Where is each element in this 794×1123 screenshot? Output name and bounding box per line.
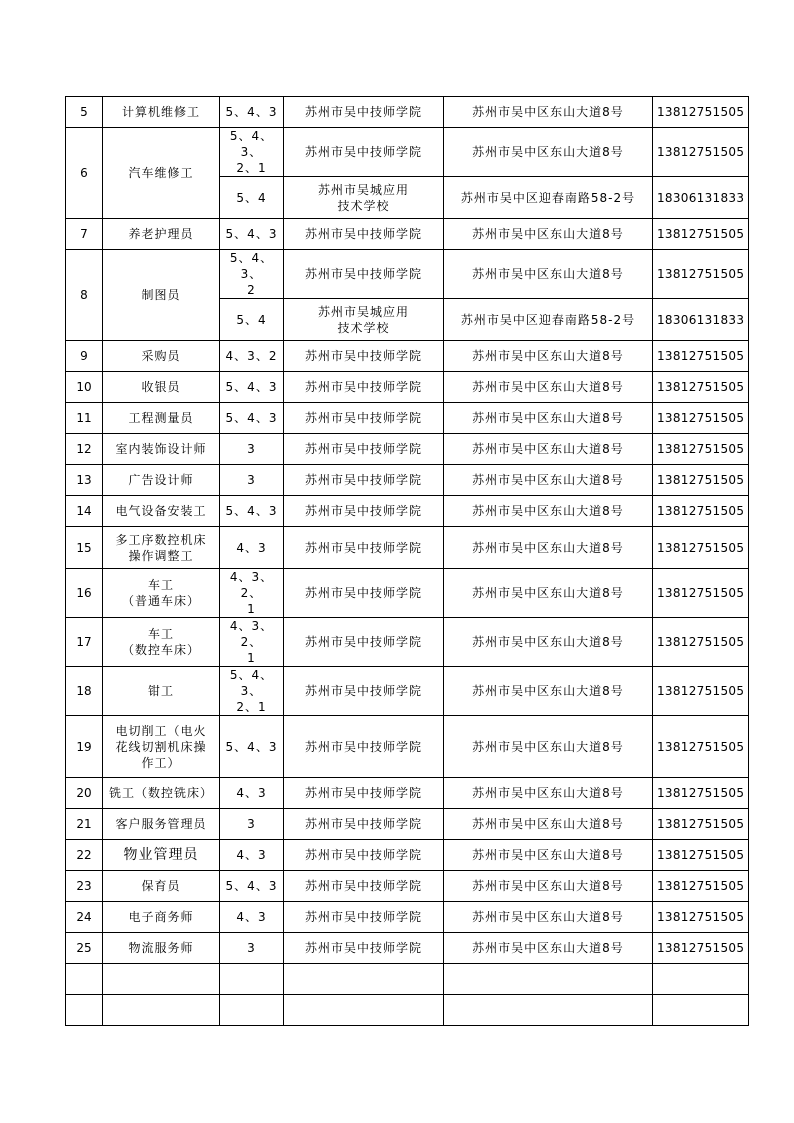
phone: 18306131833 <box>653 299 749 341</box>
levels: 3 <box>220 809 284 840</box>
job-title: 收银员 <box>103 372 220 403</box>
row-number: 23 <box>66 871 103 902</box>
row-number: 6 <box>66 128 103 219</box>
table-row <box>66 465 749 496</box>
address: 苏州市吴中区东山大道8号 <box>444 618 653 667</box>
school-name: 苏州市吴中技师学院 <box>284 840 444 871</box>
levels: 5、4 <box>220 177 284 219</box>
row-number: 9 <box>66 341 103 372</box>
table-row <box>66 902 749 933</box>
row-number: 10 <box>66 372 103 403</box>
table-row <box>66 372 749 403</box>
phone: 13812751505 <box>653 716 749 778</box>
school-name: 苏州市吴中技师学院 <box>284 667 444 716</box>
address: 苏州市吴中区东山大道8号 <box>444 716 653 778</box>
address: 苏州市吴中区东山大道8号 <box>444 569 653 618</box>
address: 苏州市吴中区东山大道8号 <box>444 219 653 250</box>
job-title: 铣工（数控铣床） <box>103 778 220 809</box>
row-number: 24 <box>66 902 103 933</box>
levels: 5、4、3 <box>220 716 284 778</box>
address: 苏州市吴中区迎春南路58-2号 <box>444 177 653 219</box>
levels: 3 <box>220 465 284 496</box>
job-title: 采购员 <box>103 341 220 372</box>
phone: 13812751505 <box>653 465 749 496</box>
address: 苏州市吴中区东山大道8号 <box>444 341 653 372</box>
school-name: 苏州市吴中技师学院 <box>284 128 444 177</box>
levels: 3 <box>220 434 284 465</box>
row-number: 5 <box>66 97 103 128</box>
job-title: 客户服务管理员 <box>103 809 220 840</box>
row-number: 13 <box>66 465 103 496</box>
row-number: 19 <box>66 716 103 778</box>
job-title: 养老护理员 <box>103 219 220 250</box>
levels: 5、4 <box>220 299 284 341</box>
school-name <box>284 964 444 995</box>
table-row <box>66 97 749 128</box>
phone <box>653 964 749 995</box>
phone: 13812751505 <box>653 403 749 434</box>
row-number: 14 <box>66 496 103 527</box>
job-title: 工程测量员 <box>103 403 220 434</box>
address: 苏州市吴中区东山大道8号 <box>444 667 653 716</box>
phone: 13812751505 <box>653 618 749 667</box>
address: 苏州市吴中区迎春南路58-2号 <box>444 299 653 341</box>
school-name: 苏州市吴中技师学院 <box>284 618 444 667</box>
job-title: 电子商务师 <box>103 902 220 933</box>
job-title <box>103 964 220 995</box>
table-row <box>66 341 749 372</box>
phone: 13812751505 <box>653 569 749 618</box>
address <box>444 995 653 1026</box>
levels: 5、4、3 <box>220 372 284 403</box>
phone: 13812751505 <box>653 933 749 964</box>
phone: 13812751505 <box>653 434 749 465</box>
phone: 13812751505 <box>653 250 749 299</box>
address: 苏州市吴中区东山大道8号 <box>444 250 653 299</box>
job-title: 电气设备安装工 <box>103 496 220 527</box>
row-number: 11 <box>66 403 103 434</box>
school-name: 苏州市吴中技师学院 <box>284 778 444 809</box>
job-title: 物业管理员 <box>103 840 220 871</box>
levels <box>220 995 284 1026</box>
table-row <box>66 840 749 871</box>
levels: 3 <box>220 933 284 964</box>
phone: 13812751505 <box>653 840 749 871</box>
job-title: 室内装饰设计师 <box>103 434 220 465</box>
table-row <box>66 403 749 434</box>
phone: 13812751505 <box>653 809 749 840</box>
phone: 13812751505 <box>653 902 749 933</box>
table-row <box>66 778 749 809</box>
address: 苏州市吴中区东山大道8号 <box>444 527 653 569</box>
address: 苏州市吴中区东山大道8号 <box>444 933 653 964</box>
levels: 4、3、2、 1 <box>220 618 284 667</box>
row-number: 8 <box>66 250 103 341</box>
row-number <box>66 964 103 995</box>
school-name: 苏州市吴中技师学院 <box>284 871 444 902</box>
job-title: 物流服务师 <box>103 933 220 964</box>
address: 苏州市吴中区东山大道8号 <box>444 902 653 933</box>
table-row <box>66 219 749 250</box>
table-row <box>66 496 749 527</box>
address: 苏州市吴中区东山大道8号 <box>444 465 653 496</box>
school-name: 苏州市吴中技师学院 <box>284 569 444 618</box>
school-name: 苏州市吴中技师学院 <box>284 716 444 778</box>
levels: 4、3 <box>220 527 284 569</box>
job-title: 计算机维修工 <box>103 97 220 128</box>
levels: 5、4、3、 2 <box>220 250 284 299</box>
school-name: 苏州市吴中技师学院 <box>284 434 444 465</box>
phone: 13812751505 <box>653 219 749 250</box>
training-institution-table <box>65 96 749 1026</box>
table-row <box>66 434 749 465</box>
table-row <box>66 569 749 618</box>
row-number: 12 <box>66 434 103 465</box>
job-title: 制图员 <box>103 250 220 341</box>
levels: 4、3 <box>220 902 284 933</box>
job-title: 车工 （普通车床） <box>103 569 220 618</box>
address: 苏州市吴中区东山大道8号 <box>444 871 653 902</box>
school-name: 苏州市吴中技师学院 <box>284 933 444 964</box>
row-number: 16 <box>66 569 103 618</box>
levels: 4、3 <box>220 840 284 871</box>
row-number: 21 <box>66 809 103 840</box>
row-number: 18 <box>66 667 103 716</box>
table-row <box>66 809 749 840</box>
row-number: 25 <box>66 933 103 964</box>
phone: 13812751505 <box>653 97 749 128</box>
phone <box>653 995 749 1026</box>
levels: 5、4、3 <box>220 219 284 250</box>
levels <box>220 964 284 995</box>
table-row <box>66 250 749 299</box>
levels: 4、3、2、 1 <box>220 569 284 618</box>
school-name: 苏州市吴中技师学院 <box>284 809 444 840</box>
school-name: 苏州市吴中技师学院 <box>284 372 444 403</box>
levels: 5、4、3 <box>220 97 284 128</box>
address: 苏州市吴中区东山大道8号 <box>444 809 653 840</box>
levels: 5、4、3 <box>220 496 284 527</box>
address: 苏州市吴中区东山大道8号 <box>444 403 653 434</box>
row-number <box>66 995 103 1026</box>
address: 苏州市吴中区东山大道8号 <box>444 434 653 465</box>
job-title <box>103 995 220 1026</box>
table-row <box>66 716 749 778</box>
job-title: 保育员 <box>103 871 220 902</box>
table-row <box>66 871 749 902</box>
school-name: 苏州市吴中技师学院 <box>284 527 444 569</box>
table-row <box>66 933 749 964</box>
row-number: 22 <box>66 840 103 871</box>
school-name: 苏州市吴城应用 技术学校 <box>284 177 444 219</box>
levels: 4、3、2 <box>220 341 284 372</box>
table-row <box>66 527 749 569</box>
school-name: 苏州市吴中技师学院 <box>284 97 444 128</box>
table-row <box>66 128 749 177</box>
row-number: 7 <box>66 219 103 250</box>
phone: 13812751505 <box>653 128 749 177</box>
job-title: 电切削工（电火 花线切割机床操 作工） <box>103 716 220 778</box>
phone: 13812751505 <box>653 667 749 716</box>
job-title: 汽车维修工 <box>103 128 220 219</box>
address: 苏州市吴中区东山大道8号 <box>444 97 653 128</box>
job-title: 多工序数控机床 操作调整工 <box>103 527 220 569</box>
row-number: 20 <box>66 778 103 809</box>
levels: 5、4、3、 2、1 <box>220 128 284 177</box>
address: 苏州市吴中区东山大道8号 <box>444 496 653 527</box>
school-name: 苏州市吴中技师学院 <box>284 403 444 434</box>
row-number: 15 <box>66 527 103 569</box>
table-row <box>66 618 749 667</box>
school-name: 苏州市吴中技师学院 <box>284 341 444 372</box>
levels: 5、4、3、 2、1 <box>220 667 284 716</box>
school-name: 苏州市吴中技师学院 <box>284 902 444 933</box>
school-name: 苏州市吴城应用 技术学校 <box>284 299 444 341</box>
job-title: 车工 （数控车床） <box>103 618 220 667</box>
school-name <box>284 995 444 1026</box>
levels: 4、3 <box>220 778 284 809</box>
address: 苏州市吴中区东山大道8号 <box>444 778 653 809</box>
address: 苏州市吴中区东山大道8号 <box>444 840 653 871</box>
levels: 5、4、3 <box>220 871 284 902</box>
phone: 13812751505 <box>653 341 749 372</box>
phone: 13812751505 <box>653 372 749 403</box>
phone: 13812751505 <box>653 778 749 809</box>
phone: 13812751505 <box>653 527 749 569</box>
row-number: 17 <box>66 618 103 667</box>
table-row <box>66 667 749 716</box>
address: 苏州市吴中区东山大道8号 <box>444 128 653 177</box>
school-name: 苏州市吴中技师学院 <box>284 250 444 299</box>
school-name: 苏州市吴中技师学院 <box>284 219 444 250</box>
phone: 13812751505 <box>653 496 749 527</box>
address: 苏州市吴中区东山大道8号 <box>444 372 653 403</box>
address <box>444 964 653 995</box>
phone: 13812751505 <box>653 871 749 902</box>
job-title: 钳工 <box>103 667 220 716</box>
job-title: 广告设计师 <box>103 465 220 496</box>
table-row <box>66 995 749 1026</box>
levels: 5、4、3 <box>220 403 284 434</box>
phone: 18306131833 <box>653 177 749 219</box>
school-name: 苏州市吴中技师学院 <box>284 496 444 527</box>
school-name: 苏州市吴中技师学院 <box>284 465 444 496</box>
table-row <box>66 964 749 995</box>
